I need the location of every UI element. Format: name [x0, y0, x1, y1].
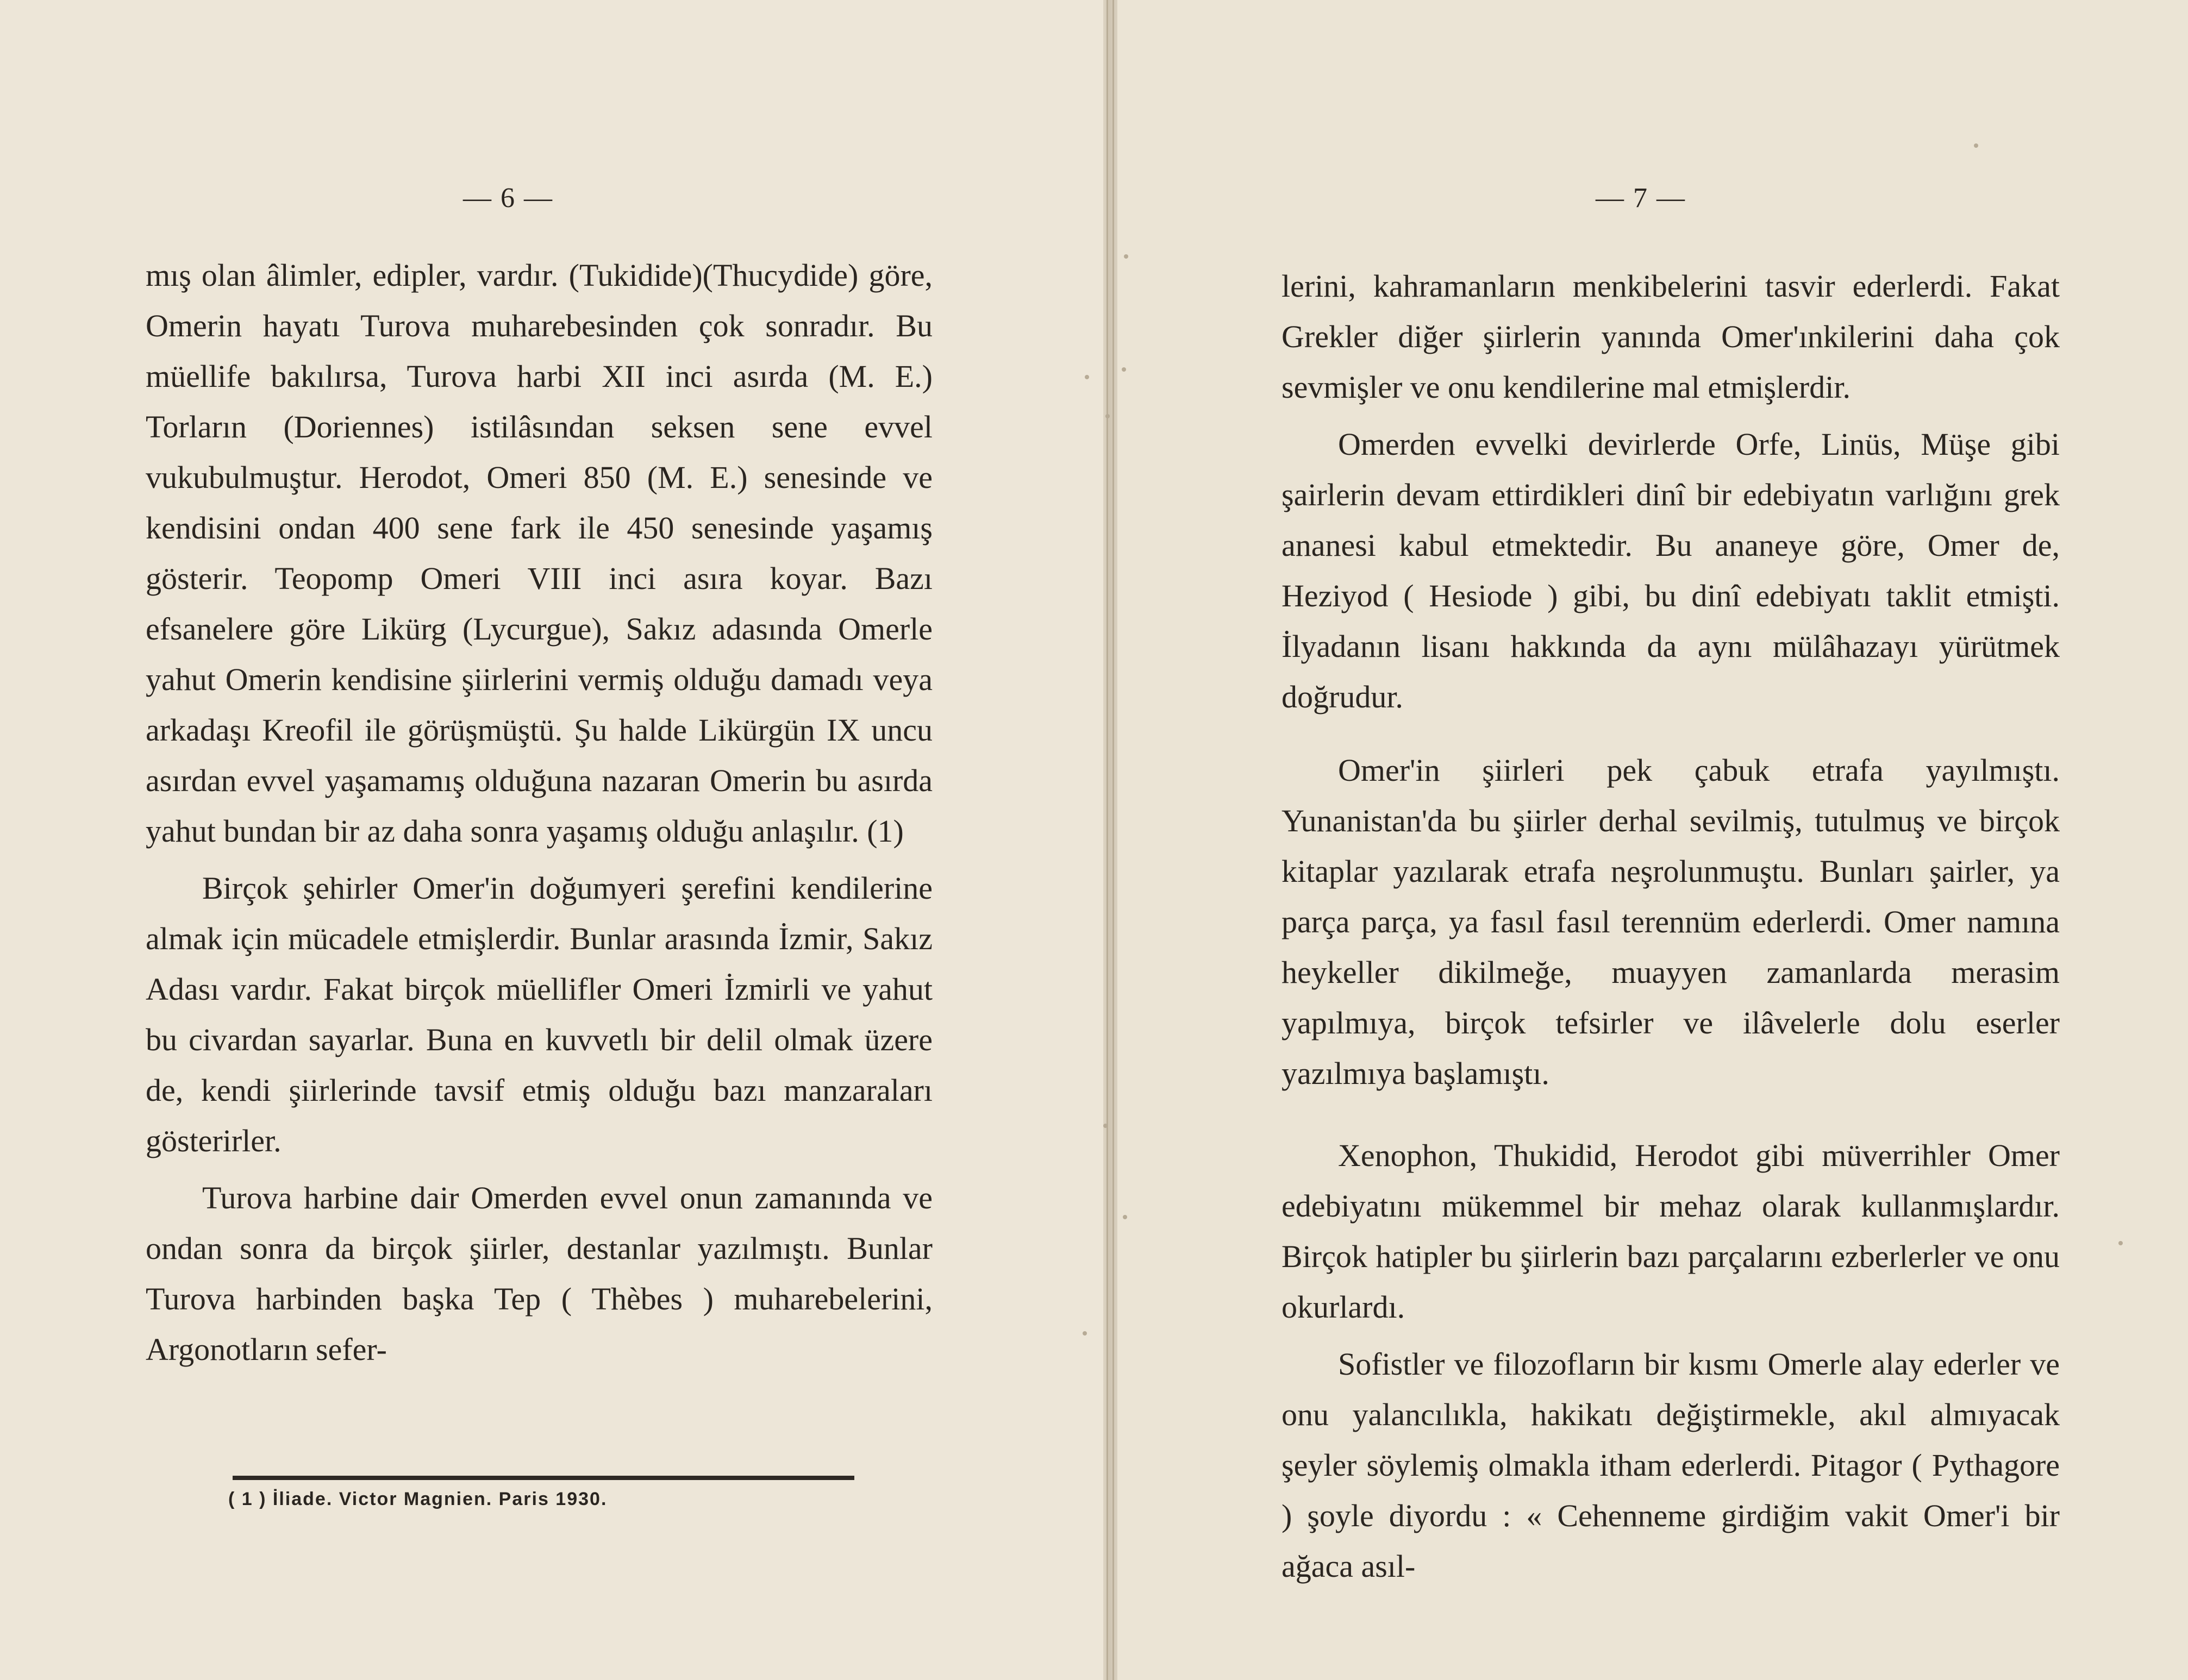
gutter-edge-line	[1106, 0, 1108, 1680]
paper-speck	[1103, 1124, 1108, 1128]
gutter-edge-line	[1112, 0, 1114, 1680]
right-paragraph-3: Omer'in şiirleri pek çabuk etrafa yayılmıştı. Yunanistan'da bu şiirler derhal sevilmiş, tutulmuş ve birçok kitaplar yazılarak etrafa neşrolunmuştu. Bunları şairler, ya parça parça, ya fasıl fasıl terennüm ederlerdi. Omer namına heykeller dikilmeğe, muayyen zamanlarda merasim yapılmıya, birçok tefsirler ve ilâvelerle dolu eserler yazılmıya başlamıştı.	[1281, 753, 2060, 1091]
paper-speck	[1123, 1215, 1127, 1219]
right-paragraph-5: Sofistler ve filozofların bir kısmı Omerle alay ederler ve onu yalancılıkla, hakikatı değiştirmekle, akıl almıyacak şeyler söylemiş olmakla itham ederlerdi. Pitagor ( Pythagore ) şoyle diyordu : « Cehenneme girdiğim vakit Omer'i bir ağaca asıl-	[1281, 1346, 2060, 1584]
right-paragraph-2: Omerden evvelki devirlerde Orfe, Linüs, Müşe gibi şairlerin devam ettirdikleri dinî bir edebiyatın varlığını grek ananesi kabul etmektedir. Bu ananeye göre, Omer de, Heziyod ( Hesiode ) gibi, bu dinî edebiyatı taklit etmişti. İlyadanın lisanı hakkında da aynı mülâhazayı yürütmek doğrudur.	[1281, 427, 2060, 714]
left-page-body	[146, 250, 933, 1375]
footnote-rule	[233, 1476, 854, 1480]
book-gutter	[1103, 0, 1117, 1680]
paper-speck	[1974, 143, 1978, 148]
paper-speck	[1105, 414, 1110, 418]
paper-speck	[1085, 375, 1089, 379]
right-paragraph-4: Xenophon, Thukidid, Herodot gibi müverrihler Omer edebiyatını mükemmel bir mehaz olarak kullanmışlardır. Birçok hatipler bu şiirlerin bazı parçalarını ezberlerler ve onu okurlardı.	[1281, 1138, 2060, 1325]
right-page-body	[1281, 261, 2060, 1591]
page-number-left: — 6 —	[463, 183, 553, 214]
left-paragraph-1: mış olan âlimler, edipler, vardır. (Tukidide)(Thucydide) göre, Omerin hayatı Turova muharebesinden çok sonradır. Bu müellife bakılırsa, Turova harbi XII inci asırda (M. E.) Torların (Doriennes) istilâsından seksen sene evvel vukubulmuştur. Herodot, Omeri 850 (M. E.) senesinde ve kendisini ondan 400 sene fark ile 450 senesinde yaşamış gösterir. Teopomp Omeri VIII inci asıra koyar. Bazı efsanelere göre Likürg (Lycurgue), Sakız adasında Omerle yahut Omerin kendisine şiirlerini vermiş olduğu damadı veya arkadaşı Kreofil ile görüşmüştü. Şu halde Likürgün IX uncu asırdan evvel yaşamamış olduğuna nazaran Omerin bu asırda yahut bundan bir az daha sonra yaşamış olduğu anlaşılır. (1)	[146, 258, 933, 849]
left-paragraph-2: Birçok şehirler Omer'in doğumyeri şerefini kendilerine almak için mücadele etmişlerdir. Bunlar arasında İzmir, Sakız Adası vardır. Fakat birçok müellifler Omeri İzmirli ve yahut bu civardan sayarlar. Buna en kuvvetlı bir delil olmak üzere de, kendi şiirlerinde tavsif etmiş olduğu bazı manzaraları gösterirler.	[146, 870, 933, 1158]
page-number-right: — 7 —	[1596, 183, 1686, 214]
paper-speck	[1124, 254, 1128, 259]
paper-speck	[1083, 1331, 1087, 1336]
right-paragraph-1: lerini, kahramanların menkibelerini tasvir ederlerdi. Fakat Grekler diğer şiirlerin yanında Omer'ınkilerini daha çok sevmişler ve onu kendilerine mal etmişlerdir.	[1281, 268, 2060, 405]
left-paragraph-3: Turova harbine dair Omerden evvel onun zamanında ve ondan sonra da birçok şiirler, destanlar yazılmıştı. Bunlar Turova harbinden başka Tep ( Thèbes ) muharebelerini, Argonotların sefer-	[146, 1180, 933, 1367]
footnote: ( 1 ) İliade. Victor Magnien. Paris 1930.	[228, 1489, 608, 1509]
paper-speck	[2118, 1241, 2123, 1245]
paper-speck	[1122, 367, 1126, 372]
